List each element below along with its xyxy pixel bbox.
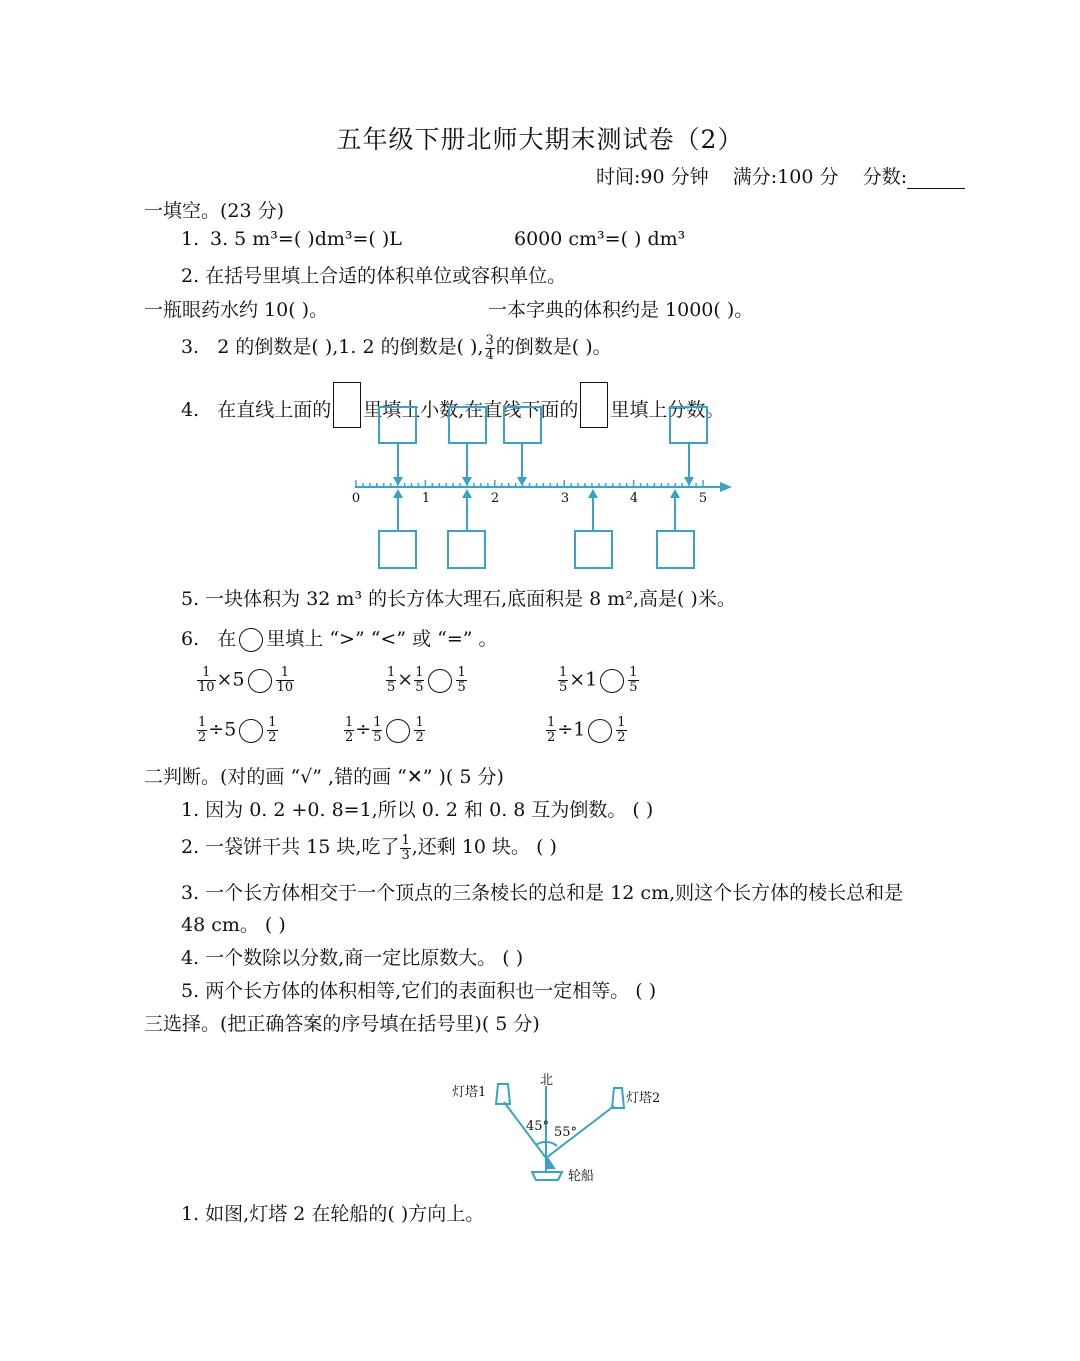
q1-6-number: 6. [181, 628, 200, 650]
q1-3b: 的倒数是( )。 [495, 336, 612, 358]
compare-item-5: $\frac{1}{2}$ ÷ $\frac{1}{5}$ $\frac{1}{2}$ [345, 715, 424, 745]
compare-circle[interactable] [386, 719, 410, 743]
compare-circle[interactable] [248, 669, 272, 693]
q2-3a: 3. 一个长方体相交于一个顶点的三条棱长的总和是 12 cm,则这个长方体的棱长总和是 [181, 882, 904, 904]
q1-4c: 里填上分数。 [610, 399, 725, 421]
tick-label: 5 [698, 491, 708, 506]
score-label: 分数: [862, 166, 908, 188]
q1-1-number: 1. [181, 228, 200, 250]
axis-arrow-icon [720, 482, 732, 492]
tick-label: 1 [421, 491, 431, 506]
q2-2: 2. 一袋饼干共 15 块,吃了 $\frac{1}{3}$ ,还剩 10 块。 ( ) [181, 832, 557, 863]
q1-6b: 里填上 “>” “<” 或 “=” 。 [266, 628, 498, 650]
time-label: 时间:90 分钟 [596, 166, 709, 188]
q2-5: 5. 两个长方体的体积相等,它们的表面积也一定相等。 ( ) [181, 980, 657, 1002]
lighthouse-1-icon [496, 1084, 510, 1104]
q1-3-number: 3. [181, 336, 200, 358]
q1-2: 2. 在括号里填上合适的体积单位或容积单位。 [181, 265, 567, 287]
answer-box-bottom-2[interactable] [448, 531, 485, 568]
compare-item-3: $\frac{1}{5}$ ×1 $\frac{1}{5}$ [559, 665, 638, 695]
q2-1: 1. 因为 0. 2 +0. 8=1,所以 0. 2 和 0. 8 互为倒数。 ( ) [181, 799, 654, 821]
page-title: 五年级下册北师大期末测试卷（2） [336, 125, 744, 154]
circle-icon [239, 628, 263, 652]
compare-circle[interactable] [588, 719, 612, 743]
ship-icon [532, 1172, 562, 1180]
q1-1b: 6000 cm³=( ) dm³ [514, 228, 686, 250]
q2-4: 4. 一个数除以分数,商一定比原数大。 ( ) [181, 947, 524, 969]
number-line-figure [340, 400, 740, 576]
q1-3 [181, 332, 612, 363]
angle-45-label: 45° [526, 1119, 550, 1134]
compare-circle[interactable] [600, 669, 624, 693]
section-2-heading: 二判断。(对的画 “√” ,错的画 “✕” )( 5 分) [144, 766, 504, 788]
lighthouse-figure [440, 1068, 680, 1190]
lighthouse-2-icon [612, 1088, 624, 1108]
tick-label: 0 [351, 491, 361, 506]
q1-4b: 里填上小数,在直线下面的 [363, 399, 579, 421]
q1-4a: 在直线上面的 [217, 399, 332, 421]
answer-box-top-4[interactable] [670, 407, 707, 443]
section-3-heading: 三选择。(把正确答案的序号填在括号里)( 5 分) [144, 1013, 540, 1035]
q2-3b: 48 cm。 ( ) [181, 914, 286, 936]
q1-6a: 在 [217, 628, 237, 650]
compare-circle[interactable] [239, 719, 263, 743]
section-1-heading: 一填空。(23 分) [144, 200, 285, 222]
q1-2b: 一本字典的体积约是 1000( )。 [488, 299, 754, 321]
q1-4-number: 4. [181, 399, 200, 421]
tick-label: 2 [490, 491, 500, 506]
answer-box-bottom-4[interactable] [657, 531, 694, 568]
tick-label: 4 [629, 491, 639, 506]
q1-3a: 2 的倒数是( ),1. 2 的倒数是( ), [217, 336, 484, 358]
fraction-1-3: $\frac{1}{3}$ [401, 832, 410, 863]
lighthouse-1-label: 灯塔1 [452, 1085, 487, 1100]
answer-box-bottom-3[interactable] [575, 531, 612, 568]
angle-55-label: 55° [554, 1125, 578, 1140]
answer-box-top-2[interactable] [449, 407, 486, 443]
answer-box-bottom-1[interactable] [379, 531, 416, 568]
score-blank[interactable] [907, 170, 965, 189]
compare-item-1: $\frac{1}{10}$ ×5 $\frac{1}{10}$ [198, 665, 294, 695]
exam-meta [596, 162, 965, 189]
compare-item-2: $\frac{1}{5}$ × $\frac{1}{5}$ $\frac{1}{5}$ [387, 665, 466, 695]
fraction-3-4: $\frac{3}{4}$ [485, 332, 494, 363]
q3-1: 1. 如图,灯塔 2 在轮船的( )方向上。 [181, 1203, 485, 1225]
compare-circle[interactable] [428, 669, 452, 693]
answer-box-top-3[interactable] [504, 407, 541, 443]
lighthouse-2-label: 灯塔2 [626, 1091, 661, 1106]
north-label: 北 [540, 1073, 554, 1088]
tick-label: 3 [560, 491, 570, 506]
answer-box-top-1[interactable] [379, 407, 416, 443]
full-score-label: 满分:100 分 [732, 166, 839, 188]
q1-1a: 3. 5 m³=( )dm³=( )L [210, 228, 402, 250]
q1-6 [181, 624, 498, 652]
ship-label: 轮船 [568, 1169, 595, 1184]
q1-2a: 一瓶眼药水约 10( )。 [144, 299, 329, 321]
q1-5: 5. 一块体积为 32 m³ 的长方体大理石,底面积是 8 m²,高是( )米。 [181, 588, 736, 610]
compare-item-6: $\frac{1}{2}$ ÷1 $\frac{1}{2}$ [547, 715, 626, 745]
compare-item-4: $\frac{1}{2}$ ÷5 $\frac{1}{2}$ [198, 715, 277, 745]
